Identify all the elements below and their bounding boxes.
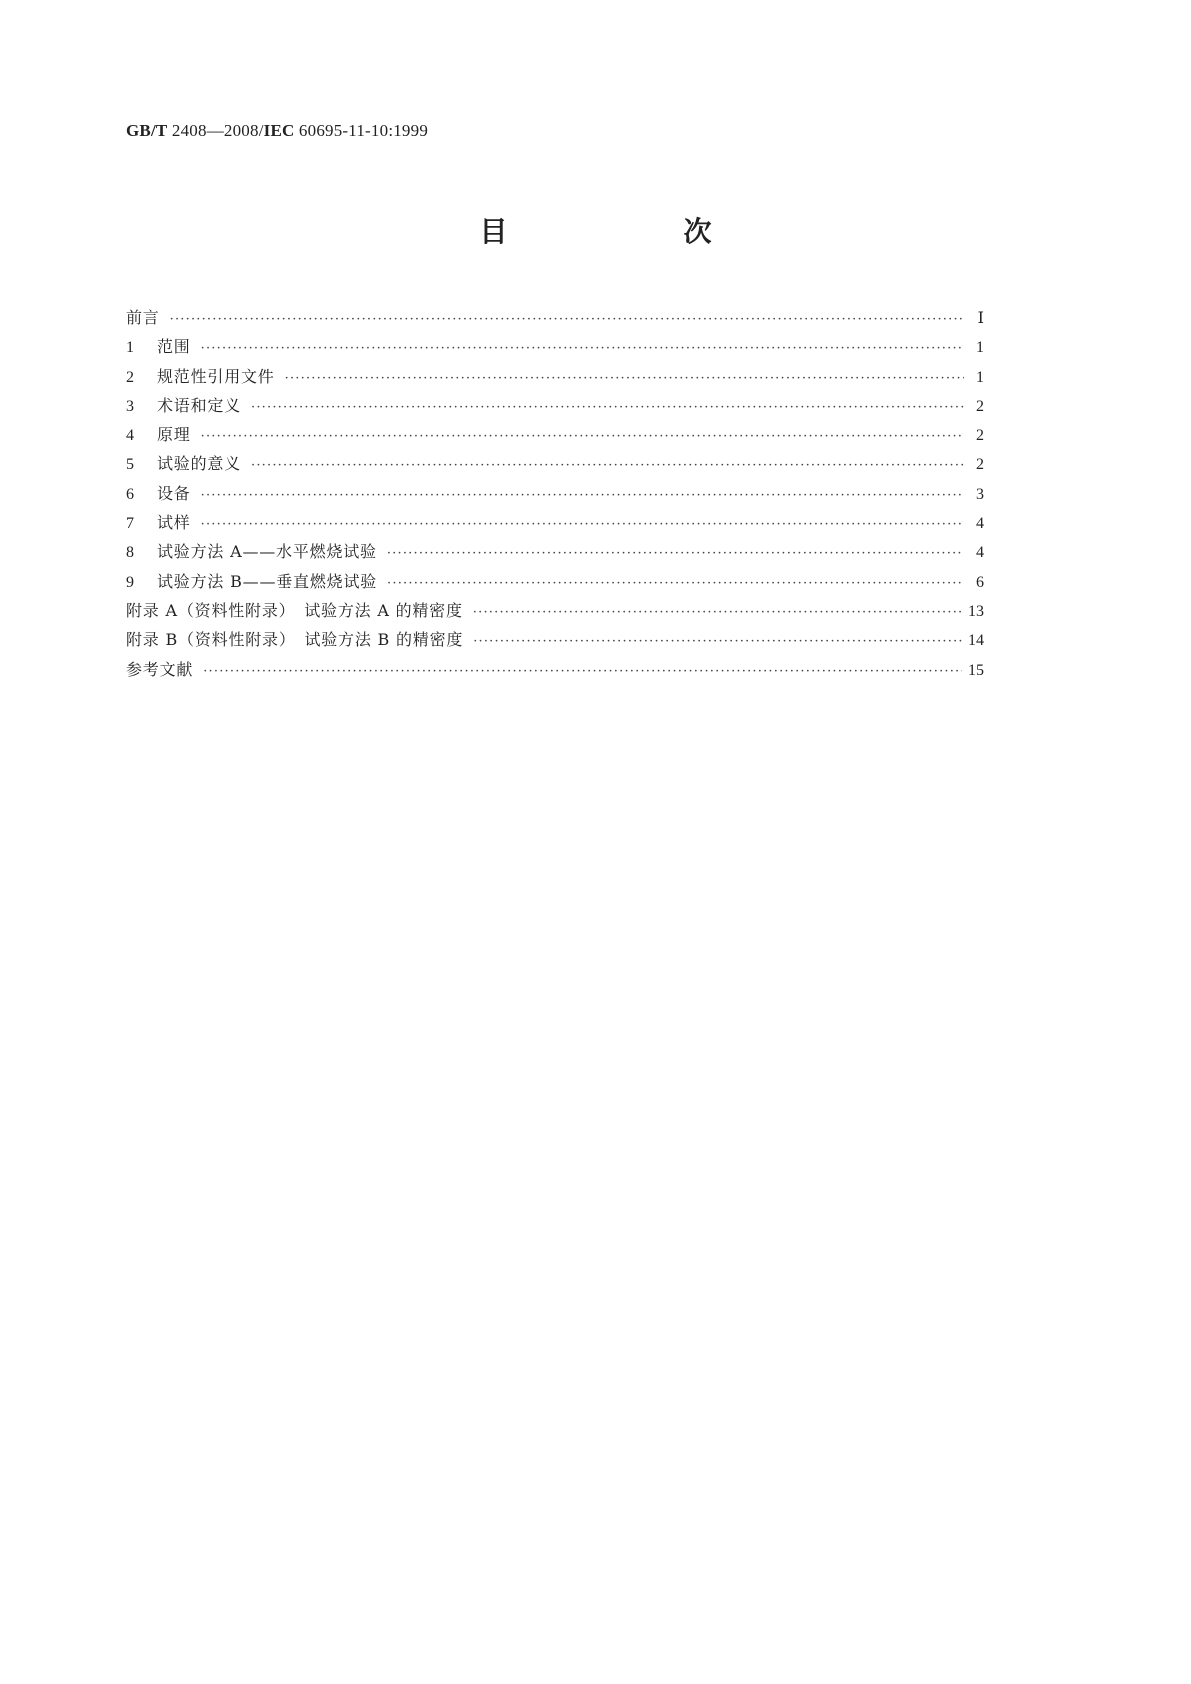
toc-entry-label: 试验的意义: [157, 454, 242, 474]
toc-entry-scope[interactable]: [126, 332, 984, 361]
toc-entry-normative-references[interactable]: [126, 362, 984, 391]
toc-dot-leader: [201, 510, 964, 539]
toc-page-number: 15: [968, 661, 984, 679]
toc-entry-foreword[interactable]: [126, 303, 984, 332]
toc-section-number: 9: [126, 573, 134, 591]
toc-entry-label: 前言: [126, 308, 160, 327]
toc-entry-annex-a[interactable]: [126, 596, 984, 625]
toc-page-number: 2: [976, 456, 984, 474]
toc-dot-leader: [201, 334, 964, 363]
toc-dot-leader: [251, 451, 964, 480]
toc-dot-leader: [387, 569, 964, 598]
toc-dot-leader: [285, 364, 964, 393]
toc-page-number: 14: [968, 632, 984, 650]
standard-prefix: GB/T: [126, 121, 168, 140]
toc-entry-method-b[interactable]: [126, 567, 984, 596]
toc-dot-leader: [473, 598, 962, 627]
toc-page-number: 2: [976, 397, 984, 415]
toc-section-number: 4: [126, 427, 134, 445]
iec-prefix: IEC: [263, 121, 295, 140]
toc-entry-bibliography[interactable]: [126, 655, 984, 684]
toc-dot-leader: [170, 305, 964, 334]
toc-dot-leader: [203, 657, 962, 686]
toc-page-number: Ⅰ: [977, 310, 984, 327]
toc-section-number: 1: [126, 339, 134, 357]
toc-entry-specimens[interactable]: [126, 508, 984, 537]
toc-dot-leader: [251, 393, 964, 422]
toc-section-number: 2: [126, 368, 134, 386]
toc-dot-leader: [201, 481, 964, 510]
toc-entry-label: 附录 B（资料性附录） 试验方法 B 的精密度: [126, 630, 464, 650]
toc-entry-label: 术语和定义: [157, 395, 242, 415]
toc-entry-principle[interactable]: [126, 420, 984, 449]
toc-page-number: 1: [976, 339, 984, 357]
toc-dot-leader: [473, 627, 962, 656]
standard-number: [126, 121, 428, 141]
page-title: 目 次: [479, 215, 752, 248]
toc-page-number: 2: [976, 427, 984, 445]
toc-section-number: 3: [126, 397, 134, 415]
iec-code: 60695-11-10:1999: [298, 121, 429, 140]
toc-entry-label: 试样: [157, 513, 191, 533]
toc-page-number: 13: [968, 602, 984, 620]
toc-entry-terms-definitions[interactable]: [126, 391, 984, 420]
toc-page-number: 3: [976, 485, 984, 503]
toc-entry-annex-b[interactable]: [126, 625, 984, 654]
toc-entry-label: 试验方法 A——水平燃烧试验: [157, 542, 377, 562]
toc-entry-label: 原理: [157, 425, 191, 445]
toc-page-number: 4: [976, 515, 984, 533]
toc-section-number: 7: [126, 515, 134, 533]
toc-entry-label: 设备: [157, 483, 191, 503]
toc-entry-apparatus[interactable]: [126, 479, 984, 508]
toc-page-number: 6: [976, 573, 984, 591]
toc-dot-leader: [387, 539, 964, 568]
toc-entry-label: 范围: [157, 337, 191, 357]
toc-section-number: 6: [126, 485, 134, 503]
toc-page-number: 1: [976, 368, 984, 386]
toc-section-number: 5: [126, 456, 134, 474]
toc-entry-significance[interactable]: [126, 449, 984, 478]
toc-page-number: 4: [976, 544, 984, 562]
toc-entry-label: 试验方法 B——垂直燃烧试验: [157, 571, 378, 591]
standard-code: 2408—2008/: [171, 121, 264, 140]
toc-section-number: 8: [126, 544, 134, 562]
toc-dot-leader: [201, 422, 964, 451]
toc-entry-method-a[interactable]: [126, 537, 984, 566]
toc-entry-label: 规范性引用文件: [157, 366, 275, 386]
toc-entry-label: 参考文献: [126, 659, 194, 679]
table-of-contents: [126, 303, 984, 684]
toc-entry-label: 附录 A（资料性附录） 试验方法 A 的精密度: [126, 600, 463, 620]
